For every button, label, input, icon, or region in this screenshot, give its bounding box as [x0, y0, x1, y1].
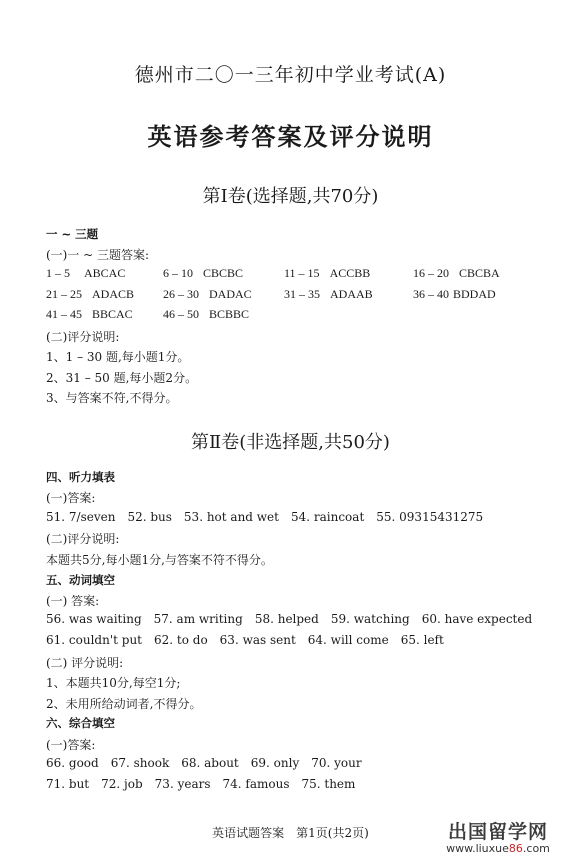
answer-group: 6 – 10 CBCBC: [163, 266, 244, 280]
section5-scoring-note: 1、本题共10分,每空1分;: [46, 676, 181, 690]
section4-answers-label: (一)答案:: [46, 491, 96, 505]
section4-heading: 四、听力填表: [46, 470, 115, 484]
answer-group: 46 – 50 BCBBC: [163, 307, 250, 321]
watermark-url: www.liuxue86.com: [446, 842, 550, 855]
section5-answer-row: 56. was waiting 57. am writing 58. helped 59. watching 60. have expected: [46, 612, 533, 626]
answer-group: 41 – 45 BBCAC: [46, 307, 133, 321]
answer-group: 36 – 40 BDDAD: [413, 287, 496, 301]
section6-answer-row: 66. good 67. shook 68. about 69. only 70. your: [46, 756, 362, 770]
page-footer: 英语试题答案 第1页(共2页): [212, 826, 369, 840]
part1-scoring-note: 1、1 – 30 题,每小题1分。: [46, 350, 190, 364]
section5-answer-row: 61. couldn't put 62. to do 63. was sent 64. will come 65. left: [46, 633, 444, 647]
part1-scoring-note: 2、31 – 50 题,每小题2分。: [46, 371, 198, 385]
section4-answer-row: 51. 7/seven 52. bus 53. hot and wet 54. raincoat 55. 09315431275: [46, 510, 484, 524]
site-watermark[interactable]: [423, 817, 573, 861]
part2-title: 第Ⅱ卷(非选择题,共50分): [191, 432, 390, 453]
part1-title: 第Ⅰ卷(选择题,共70分): [202, 186, 379, 207]
exam-title: 德州市二〇一三年初中学业考试(A): [134, 64, 447, 86]
document-title: 英语参考答案及评分说明: [147, 122, 434, 151]
section4-scoring-label: (二)评分说明:: [46, 532, 120, 546]
part1-section-heading: 一 ~ 三题: [46, 227, 99, 241]
section5-answers-label: (一) 答案:: [46, 594, 100, 608]
answer-group: 11 – 15 ACCBB: [284, 266, 371, 280]
section5-scoring-label: (二) 评分说明:: [46, 656, 124, 670]
answer-group: 31 – 35 ADAAB: [284, 287, 373, 301]
answer-group: 26 – 30 DADAC: [163, 287, 252, 301]
section5-scoring-note: 2、未用所给动词者,不得分。: [46, 697, 202, 711]
answer-group: 16 – 20 CBCBA: [413, 266, 500, 280]
part1-scoring-note: 3、与答案不符,不得分。: [46, 391, 178, 405]
watermark-site-name: 出国留学网: [447, 821, 548, 843]
answer-group: 21 – 25 ADACB: [46, 287, 135, 301]
section5-heading: 五、动词填空: [46, 573, 115, 587]
section6-answer-row: 71. but 72. job 73. years 74. famous 75. them: [46, 777, 356, 791]
section4-scoring-note: 本题共5分,每小题1分,与答案不符不得分。: [46, 553, 273, 567]
part1-answers-label: (一)一 ~ 三题答案:: [46, 248, 150, 262]
answer-group: 1 – 5 ABCAC: [46, 266, 126, 280]
part1-scoring-label: (二)评分说明:: [46, 330, 120, 344]
section6-answers-label: (一)答案:: [46, 738, 96, 752]
section6-heading: 六、综合填空: [46, 716, 115, 730]
